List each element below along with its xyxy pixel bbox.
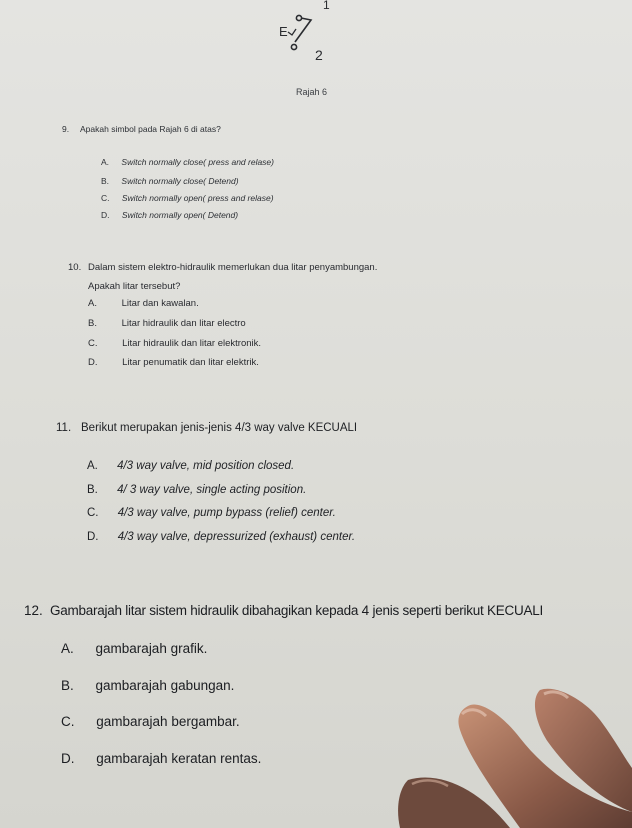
figure-caption: Rajah 6	[296, 87, 328, 97]
option-letter: A.	[87, 460, 98, 472]
option-text: Switch normally close( press and relase)	[121, 157, 274, 167]
option-text: 4/3 way valve, mid position closed.	[117, 460, 295, 472]
option-letter: B.	[88, 318, 97, 329]
question-number: 10.	[68, 262, 82, 273]
option-letter: B.	[87, 484, 98, 496]
option-letter: D.	[61, 751, 75, 766]
option-letter: D.	[87, 531, 99, 543]
option-text: Switch normally open( press and relase)	[121, 193, 274, 203]
option-text: Litar penumatik dan litar elektrik.	[122, 357, 259, 368]
option-letter: C.	[61, 714, 75, 729]
question-text: Gambarajah litar sistem hidraulik dibahagikan kepada 4 jenis seperti berikut KECUALI	[50, 603, 544, 618]
option-text: 4/ 3 way valve, single acting position.	[117, 484, 307, 496]
question-text: Berikut merupakan jenis-jenis 4/3 way valve KECUALI	[81, 422, 358, 434]
question-text: Apakah simbol pada Rajah 6 di atas?	[80, 124, 221, 134]
option-text: Switch normally close( Detend)	[121, 176, 239, 186]
option-letter: B.	[61, 678, 74, 693]
question-number: 12.	[24, 603, 43, 618]
option-letter: A.	[101, 157, 110, 167]
option-text: gambarajah bergambar.	[96, 714, 240, 729]
option-text: gambarajah grafik.	[95, 641, 208, 656]
option-text: Litar hidraulik dan litar electro	[121, 318, 246, 329]
option-letter: A.	[61, 641, 74, 656]
figure-label-e: E	[279, 24, 288, 39]
question-number: 11.	[56, 422, 72, 434]
option-text: 4/3 way valve, pump bypass (relief) center.	[117, 507, 336, 519]
option-letter: C.	[87, 507, 99, 519]
option-text: 4/3 way valve, depressurized (exhaust) center.	[117, 531, 356, 543]
option-text: gambarajah gabungan.	[95, 678, 235, 693]
option-text: gambarajah keratan rentas.	[96, 751, 262, 766]
option-letter: C.	[88, 338, 98, 349]
figure-label-2: 2	[315, 47, 323, 63]
question-text-line1: Dalam sistem elektro-hidraulik memerlukan dua litar penyambungan.	[88, 262, 378, 273]
question-number: 9.	[62, 124, 70, 134]
option-letter: B.	[101, 176, 110, 186]
option-text: Switch normally open( Detend)	[121, 210, 239, 220]
question-text-line2: Apakah litar tersebut?	[88, 281, 181, 292]
option-letter: C.	[101, 193, 110, 203]
option-text: Litar hidraulik dan litar elektronik.	[122, 338, 262, 349]
figure-label-1: 1	[323, 0, 330, 12]
option-letter: D.	[88, 357, 98, 368]
option-letter: A.	[88, 298, 97, 309]
option-letter: D.	[101, 210, 110, 220]
option-text: Litar dan kawalan.	[121, 298, 199, 309]
